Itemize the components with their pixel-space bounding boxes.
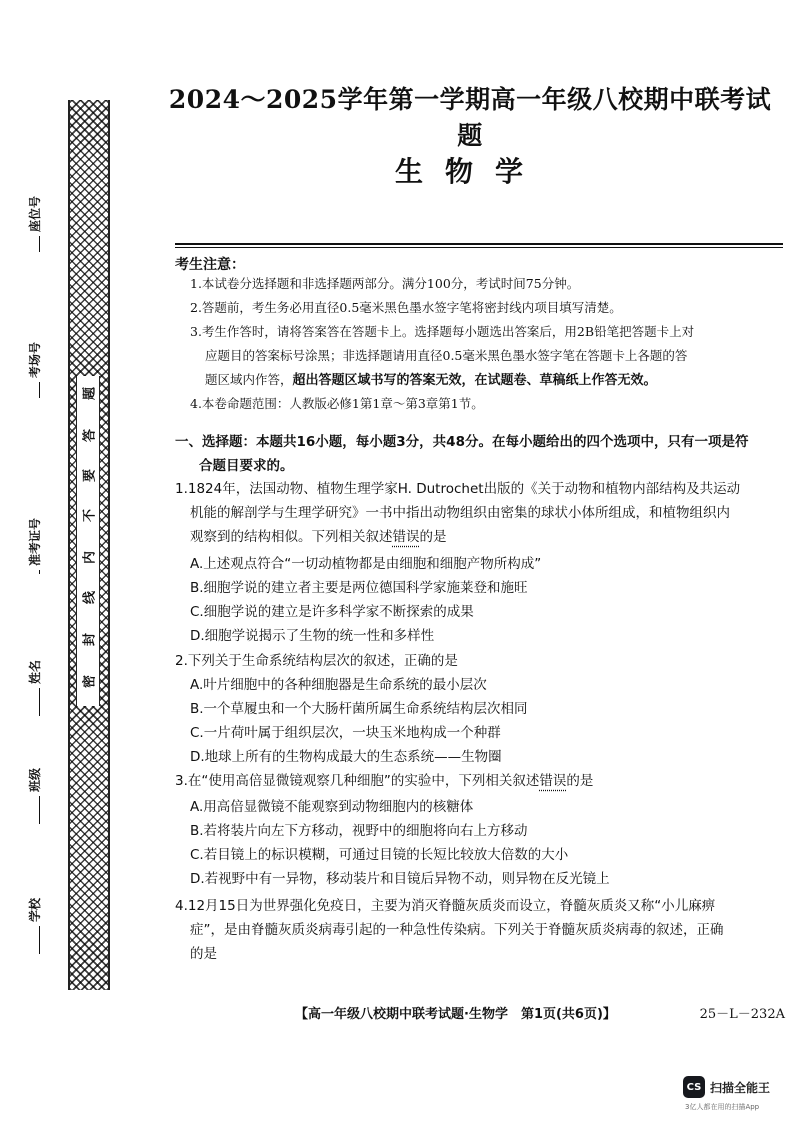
- class-line: [29, 796, 40, 824]
- ticket-number-label: 准考证号: [27, 518, 42, 567]
- seal-word: 要: [82, 469, 98, 483]
- seal-word: 封: [82, 633, 98, 647]
- q2-option-a[interactable]: A.叶片细胞中的各种细胞器是生命系统的最小层次: [190, 677, 487, 693]
- q1-line2: 机能的解剖学与生理学研究》一书中指出动物组织由密集的球状小体所组成，和植物组织内: [190, 505, 730, 521]
- class-label: 班级: [27, 768, 42, 793]
- q2-option-b[interactable]: B.一个草履虫和一个大肠杆菌所属生命系统结构层次相同: [190, 701, 528, 717]
- seal-word: 不: [82, 509, 98, 523]
- seal-word: 题: [82, 387, 98, 401]
- q1-line1: 1.1824年，法国动物、植物生理学家H. Dutrochet出版的《关于动物和植物内部结构及共运动: [175, 481, 741, 497]
- notice-item-3-line2: 应题目的答案标号涂黑；非选择题请用直径0.5毫米黑色墨水签字笔在答题卡上各题的答: [205, 348, 688, 363]
- seat-number-line: [29, 236, 40, 252]
- seal-word: 答: [82, 429, 98, 443]
- school-line: [29, 926, 40, 954]
- class-field[interactable]: [26, 768, 42, 828]
- notice-item-3-line3: [205, 368, 780, 393]
- notice-item-3-bold: 超出答题区域书写的答案无效，在试题卷、草稿纸上作答无效。: [292, 373, 657, 388]
- ticket-number-field[interactable]: [26, 518, 42, 578]
- footer-code: 25－L－232A: [699, 1007, 785, 1022]
- camscanner-logo-icon: CS: [683, 1076, 705, 1098]
- q1-line3: [190, 525, 780, 549]
- section-heading-line1: 一、选择题：本题共16小题，每小题3分，共48分。在每小题给出的四个选项中，只有一项是符: [175, 434, 749, 450]
- seal-word: 密: [82, 675, 98, 689]
- q3-stem-post: 的是: [566, 773, 594, 789]
- q3-option-b[interactable]: B.若将装片向左下方移动，视野中的细胞将向右上方移动: [190, 823, 528, 839]
- exam-title: 2024～2025学年第一学期高一年级八校期中联考试题: [168, 85, 772, 150]
- notice-item-1: 1.本试卷分选择题和非选择题两部分。满分100分，考试时间75分钟。: [190, 276, 580, 291]
- seal-word: 内: [82, 551, 98, 565]
- seat-number-label: 座位号: [27, 196, 42, 233]
- page-footer: [295, 1003, 785, 1022]
- q1-line3-post: 的是: [419, 529, 447, 545]
- q1-line3-pre: 观察到的结构相似。下列相关叙述: [190, 529, 393, 545]
- q2-option-d[interactable]: D.地球上所有的生物构成最大的生态系统——生物圈: [190, 749, 502, 765]
- q1-option-c[interactable]: C.细胞学说的建立是许多科学家不断探索的成果: [190, 604, 474, 620]
- q4-line1: 4.12月15日为世界强化免疫日，主要为消灭脊髓灰质炎而设立，脊髓灰质炎又称“小儿麻痹: [175, 898, 716, 914]
- q2-stem: 2.下列关于生命系统结构层次的叙述，正确的是: [175, 653, 458, 669]
- exam-room-label: 考场号: [27, 342, 42, 379]
- seat-number-field[interactable]: [26, 196, 42, 256]
- section-heading: [175, 430, 785, 478]
- school-label: 学校: [27, 898, 42, 923]
- q2-option-c[interactable]: C.一片荷叶属于组织层次，一块玉米地构成一个种群: [190, 725, 501, 741]
- name-line: [29, 688, 40, 716]
- q4-line3: 的是: [190, 946, 217, 962]
- name-label: 姓名: [27, 660, 42, 685]
- scanner-watermark: [683, 1076, 787, 1116]
- school-field[interactable]: [26, 898, 42, 958]
- footer-label: 【高一年级八校期中联考试题·生物学 第1页(共6页)】: [295, 1007, 616, 1022]
- q1-option-d[interactable]: D.细胞学说揭示了生物的统一性和多样性: [190, 628, 435, 644]
- q1-option-b[interactable]: B.细胞学说的建立者主要是两位德国科学家施莱登和施旺: [190, 580, 528, 596]
- notice-item-3-line1: 3.考生作答时，请将答案答在答题卡上。选择题每小题选出答案后，用2B铅笔把答题卡上对: [190, 324, 695, 339]
- section-heading-line2: 合题目要求的。: [199, 458, 294, 474]
- watermark-subtitle: 3亿人都在用的扫描App: [685, 1103, 760, 1111]
- exam-room-line: [29, 382, 40, 398]
- q3-emphasis: 错误: [539, 773, 567, 789]
- q3-option-a[interactable]: A.用高倍显微镜不能观察到动物细胞内的核糖体: [190, 799, 474, 815]
- watermark-name: 扫描全能王: [710, 1081, 771, 1095]
- name-field[interactable]: [26, 660, 42, 720]
- q3-option-d[interactable]: D.若视野中有一异物，移动装片和目镜后异物不动，则异物在反光镜上: [190, 871, 610, 887]
- q1-emphasis: 错误: [392, 529, 420, 545]
- notice-item-4: 4.本卷命题范围：人教版必修1第1章～第3章第1节。: [190, 396, 484, 411]
- header-rule: [175, 243, 783, 245]
- notice-item-3-plain: 题区域内作答，: [205, 372, 293, 387]
- notice-item-2: 2.答题前，考生务必用直径0.5毫米黑色墨水签字笔将密封线内项目填写清楚。: [190, 300, 622, 315]
- notice-heading: 考生注意：: [175, 257, 245, 273]
- subject-title: 生物学: [394, 155, 545, 188]
- q3-option-c[interactable]: C.若目镜上的标识模糊，可通过目镜的长短比较放大倍数的大小: [190, 847, 569, 863]
- seal-line-strip: [76, 376, 100, 706]
- q3-stem: [175, 769, 781, 793]
- ticket-number-line: [29, 570, 40, 574]
- seal-word: 线: [82, 591, 98, 605]
- q1-option-a[interactable]: A.上述观点符合“一切动植物都是由细胞和细胞产物所构成”: [190, 556, 542, 572]
- q4-line2: 症”，是由脊髓灰质炎病毒引起的一种急性传染病。下列关于脊髓灰质炎病毒的叙述，正确: [190, 922, 724, 938]
- exam-room-field[interactable]: [26, 342, 42, 402]
- q3-stem-pre: 3.在“使用高倍显微镜观察几种细胞”的实验中，下列相关叙述: [175, 773, 540, 789]
- header-rule-thin: [175, 247, 783, 248]
